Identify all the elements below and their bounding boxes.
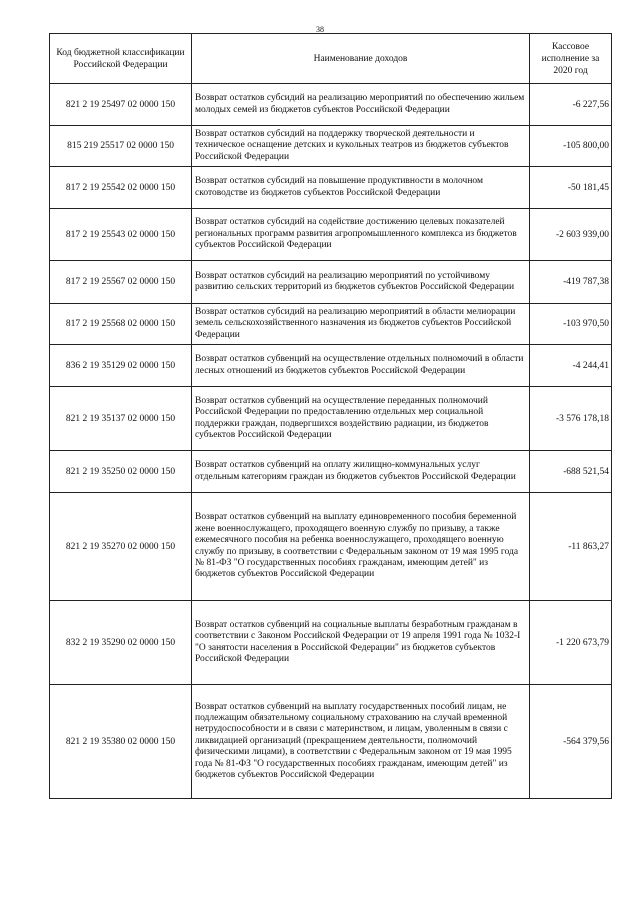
row-code: 815 219 25517 02 0000 150 [50, 126, 192, 167]
page-number: 38 [316, 25, 324, 34]
row-amount: -1 220 673,79 [530, 601, 612, 685]
row-code: 832 2 19 35290 02 0000 150 [50, 601, 192, 685]
row-amount: -419 787,38 [530, 261, 612, 304]
row-amount: -688 521,54 [530, 451, 612, 493]
row-code: 821 2 19 35380 02 0000 150 [50, 685, 192, 799]
row-amount: -3 576 178,18 [530, 387, 612, 451]
row-name: Возврат остатков субвенций на выплату государственных пособий лицам, не подлежащим обязательному социальному страхованию на случай временной нетрудоспособности и в связи с материнством, и лицам, уволенным в связи с ликвидацией организаций (прекращением деятельности, полномочий физическими лицами), в соответствии с Федеральным законом от 19 мая 1995 года № 81-ФЗ "О государственных пособиях гражданам, имеющим детей" из бюджетов субъектов Российской Федерации [192, 685, 530, 799]
header-name: Наименование доходов [192, 34, 530, 84]
table-row [50, 493, 612, 601]
table-row [50, 304, 612, 345]
row-code: 821 2 19 35270 02 0000 150 [50, 493, 192, 601]
row-name: Возврат остатков субвенций на осуществление отдельных полномочий в области лесных отношений из бюджетов субъектов Российской Федерации [192, 345, 530, 387]
table-header-row [50, 34, 612, 84]
table-row [50, 126, 612, 167]
row-name: Возврат остатков субсидий на реализацию мероприятий в области мелиорации земель сельскохозяйственного назначения из бюджетов субъектов Российской Федерации [192, 304, 530, 345]
table-row [50, 209, 612, 261]
table-row [50, 387, 612, 451]
header-code: Код бюджетной классификации Российской Федерации [50, 34, 192, 84]
row-name: Возврат остатков субсидий на реализацию мероприятий по устойчивому развитию сельских территорий из бюджетов субъектов Российской Федерации [192, 261, 530, 304]
table-row [50, 601, 612, 685]
row-amount: -50 181,45 [530, 167, 612, 209]
row-amount: -2 603 939,00 [530, 209, 612, 261]
table-row [50, 261, 612, 304]
row-name: Возврат остатков субсидий на поддержку творческой деятельности и техническое оснащение детских и кукольных театров из бюджетов субъектов Российской Федерации [192, 126, 530, 167]
row-amount: -6 227,56 [530, 84, 612, 126]
row-code: 821 2 19 35137 02 0000 150 [50, 387, 192, 451]
table-row [50, 345, 612, 387]
row-name: Возврат остатков субсидий на повышение продуктивности в молочном скотоводстве из бюджетов субъектов Российской Федерации [192, 167, 530, 209]
table-row [50, 451, 612, 493]
row-code: 836 2 19 35129 02 0000 150 [50, 345, 192, 387]
row-name: Возврат остатков субвенций на социальные выплаты безработным гражданам в соответствии с Законом Российской Федерации от 19 апреля 1991 года № 1032-I "О занятости населения в Российской Федерации" из бюджетов субъектов Российской Федерации [192, 601, 530, 685]
row-name: Возврат остатков субсидий на реализацию мероприятий по обеспечению жильем молодых семей из бюджетов субъектов Российской Федерации [192, 84, 530, 126]
header-amount: Кассовое исполнение за 2020 год [530, 34, 612, 84]
row-amount: -103 970,50 [530, 304, 612, 345]
row-code: 821 2 19 25497 02 0000 150 [50, 84, 192, 126]
row-amount: -11 863,27 [530, 493, 612, 601]
row-code: 817 2 19 25542 02 0000 150 [50, 167, 192, 209]
table-row [50, 167, 612, 209]
row-name: Возврат остатков субвенций на оплату жилищно-коммунальных услуг отдельным категориям граждан из бюджетов субъектов Российской Федерации [192, 451, 530, 493]
row-amount: -4 244,41 [530, 345, 612, 387]
row-code: 817 2 19 25567 02 0000 150 [50, 261, 192, 304]
table-row [50, 685, 612, 799]
row-name: Возврат остатков субвенций на выплату единовременного пособия беременной жене военнослужащего, проходящего военную службу по призыву, а также ежемесячного пособия на ребенка военнослужащего, проходящего военную службу по призыву, в соответствии с Федеральным законом от 19 мая 1995 года № 81-ФЗ "О государственных пособиях гражданам, имеющим детей" из бюджетов субъектов Российской Федерации [192, 493, 530, 601]
row-code: 817 2 19 25568 02 0000 150 [50, 304, 192, 345]
row-name: Возврат остатков субвенций на осуществление переданных полномочий Российской Федерации по предоставлению отдельных мер социальной поддержки граждан, подвергшихся воздействию радиации, из бюджетов субъектов Российской Федерации [192, 387, 530, 451]
row-amount: -105 800,00 [530, 126, 612, 167]
row-amount: -564 379,56 [530, 685, 612, 799]
table-row [50, 84, 612, 126]
row-name: Возврат остатков субсидий на содействие достижению целевых показателей региональных программ развития агропромышленного комплекса из бюджетов субъектов Российской Федерации [192, 209, 530, 261]
row-code: 817 2 19 25543 02 0000 150 [50, 209, 192, 261]
row-code: 821 2 19 35250 02 0000 150 [50, 451, 192, 493]
budget-revenue-table [49, 33, 612, 799]
